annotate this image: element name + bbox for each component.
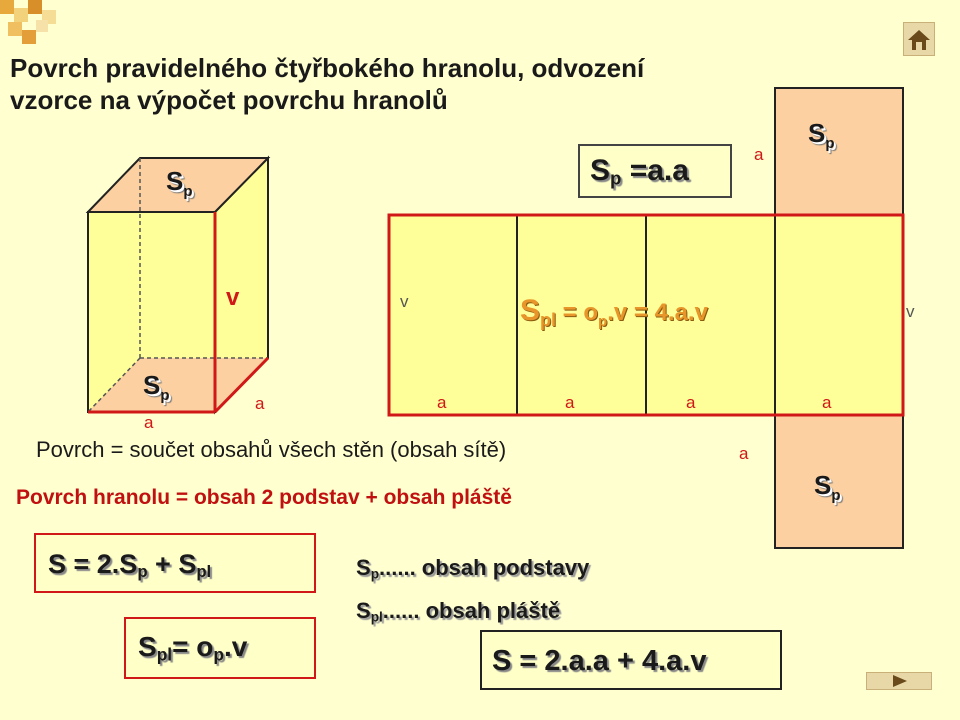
prism-a-right-label: a (255, 394, 265, 413)
net-top-sp-label: $S_p$ (808, 118, 835, 153)
page-title: Povrch pravidelného čtyřbokého hranolu, odvození vzorce na výpočet povrchu hranolů (10, 53, 645, 115)
net-a-label-2: a (565, 393, 575, 412)
net-a-label-1: a (437, 393, 447, 412)
prism-a-bottom-label: a (144, 413, 154, 432)
next-slide-button[interactable] (866, 672, 932, 690)
legend-base-area: Sp...... obsah podstavy (356, 555, 590, 582)
net-v-right-label: v (906, 302, 915, 321)
net-bottom-a-label: a (739, 444, 749, 463)
surface-definition-text: Povrch = součet obsahů všech stěn (obsah sítě) (36, 437, 507, 462)
net-a-label-3: a (686, 393, 696, 412)
net-spl-formula: $S_{pl} = o_p.v = 4.a.v$ (520, 294, 708, 330)
net-bottom-sp-label: $S_p$ (814, 470, 841, 505)
final-formula-box: S = 2.a.a + 4.a.v (480, 630, 782, 690)
checker-logo-icon (0, 0, 70, 52)
prism-top-sp-label: $S_p$ (166, 166, 193, 201)
play-arrow-icon (867, 673, 931, 689)
prism-bottom-sp-label: $S_p$ (143, 370, 170, 405)
prism-v-label: v (226, 284, 240, 311)
home-icon (904, 23, 934, 55)
net-a-label-4: a (822, 393, 832, 412)
lateral-surface-formula-box: Spl= op.v (124, 617, 316, 679)
net-v-left-label: v (400, 292, 409, 311)
prism-surface-rule-text: Povrch hranolu = obsah 2 podstav + obsah pláště (16, 486, 512, 509)
home-button[interactable] (903, 22, 935, 56)
net-top-a-label: a (754, 145, 764, 164)
sp-formula-box: Sp =a.a (578, 144, 732, 198)
total-surface-formula-box: S = 2.Sp + Spl (34, 533, 316, 593)
legend-lateral-area: Spl...... obsah pláště (356, 598, 561, 625)
